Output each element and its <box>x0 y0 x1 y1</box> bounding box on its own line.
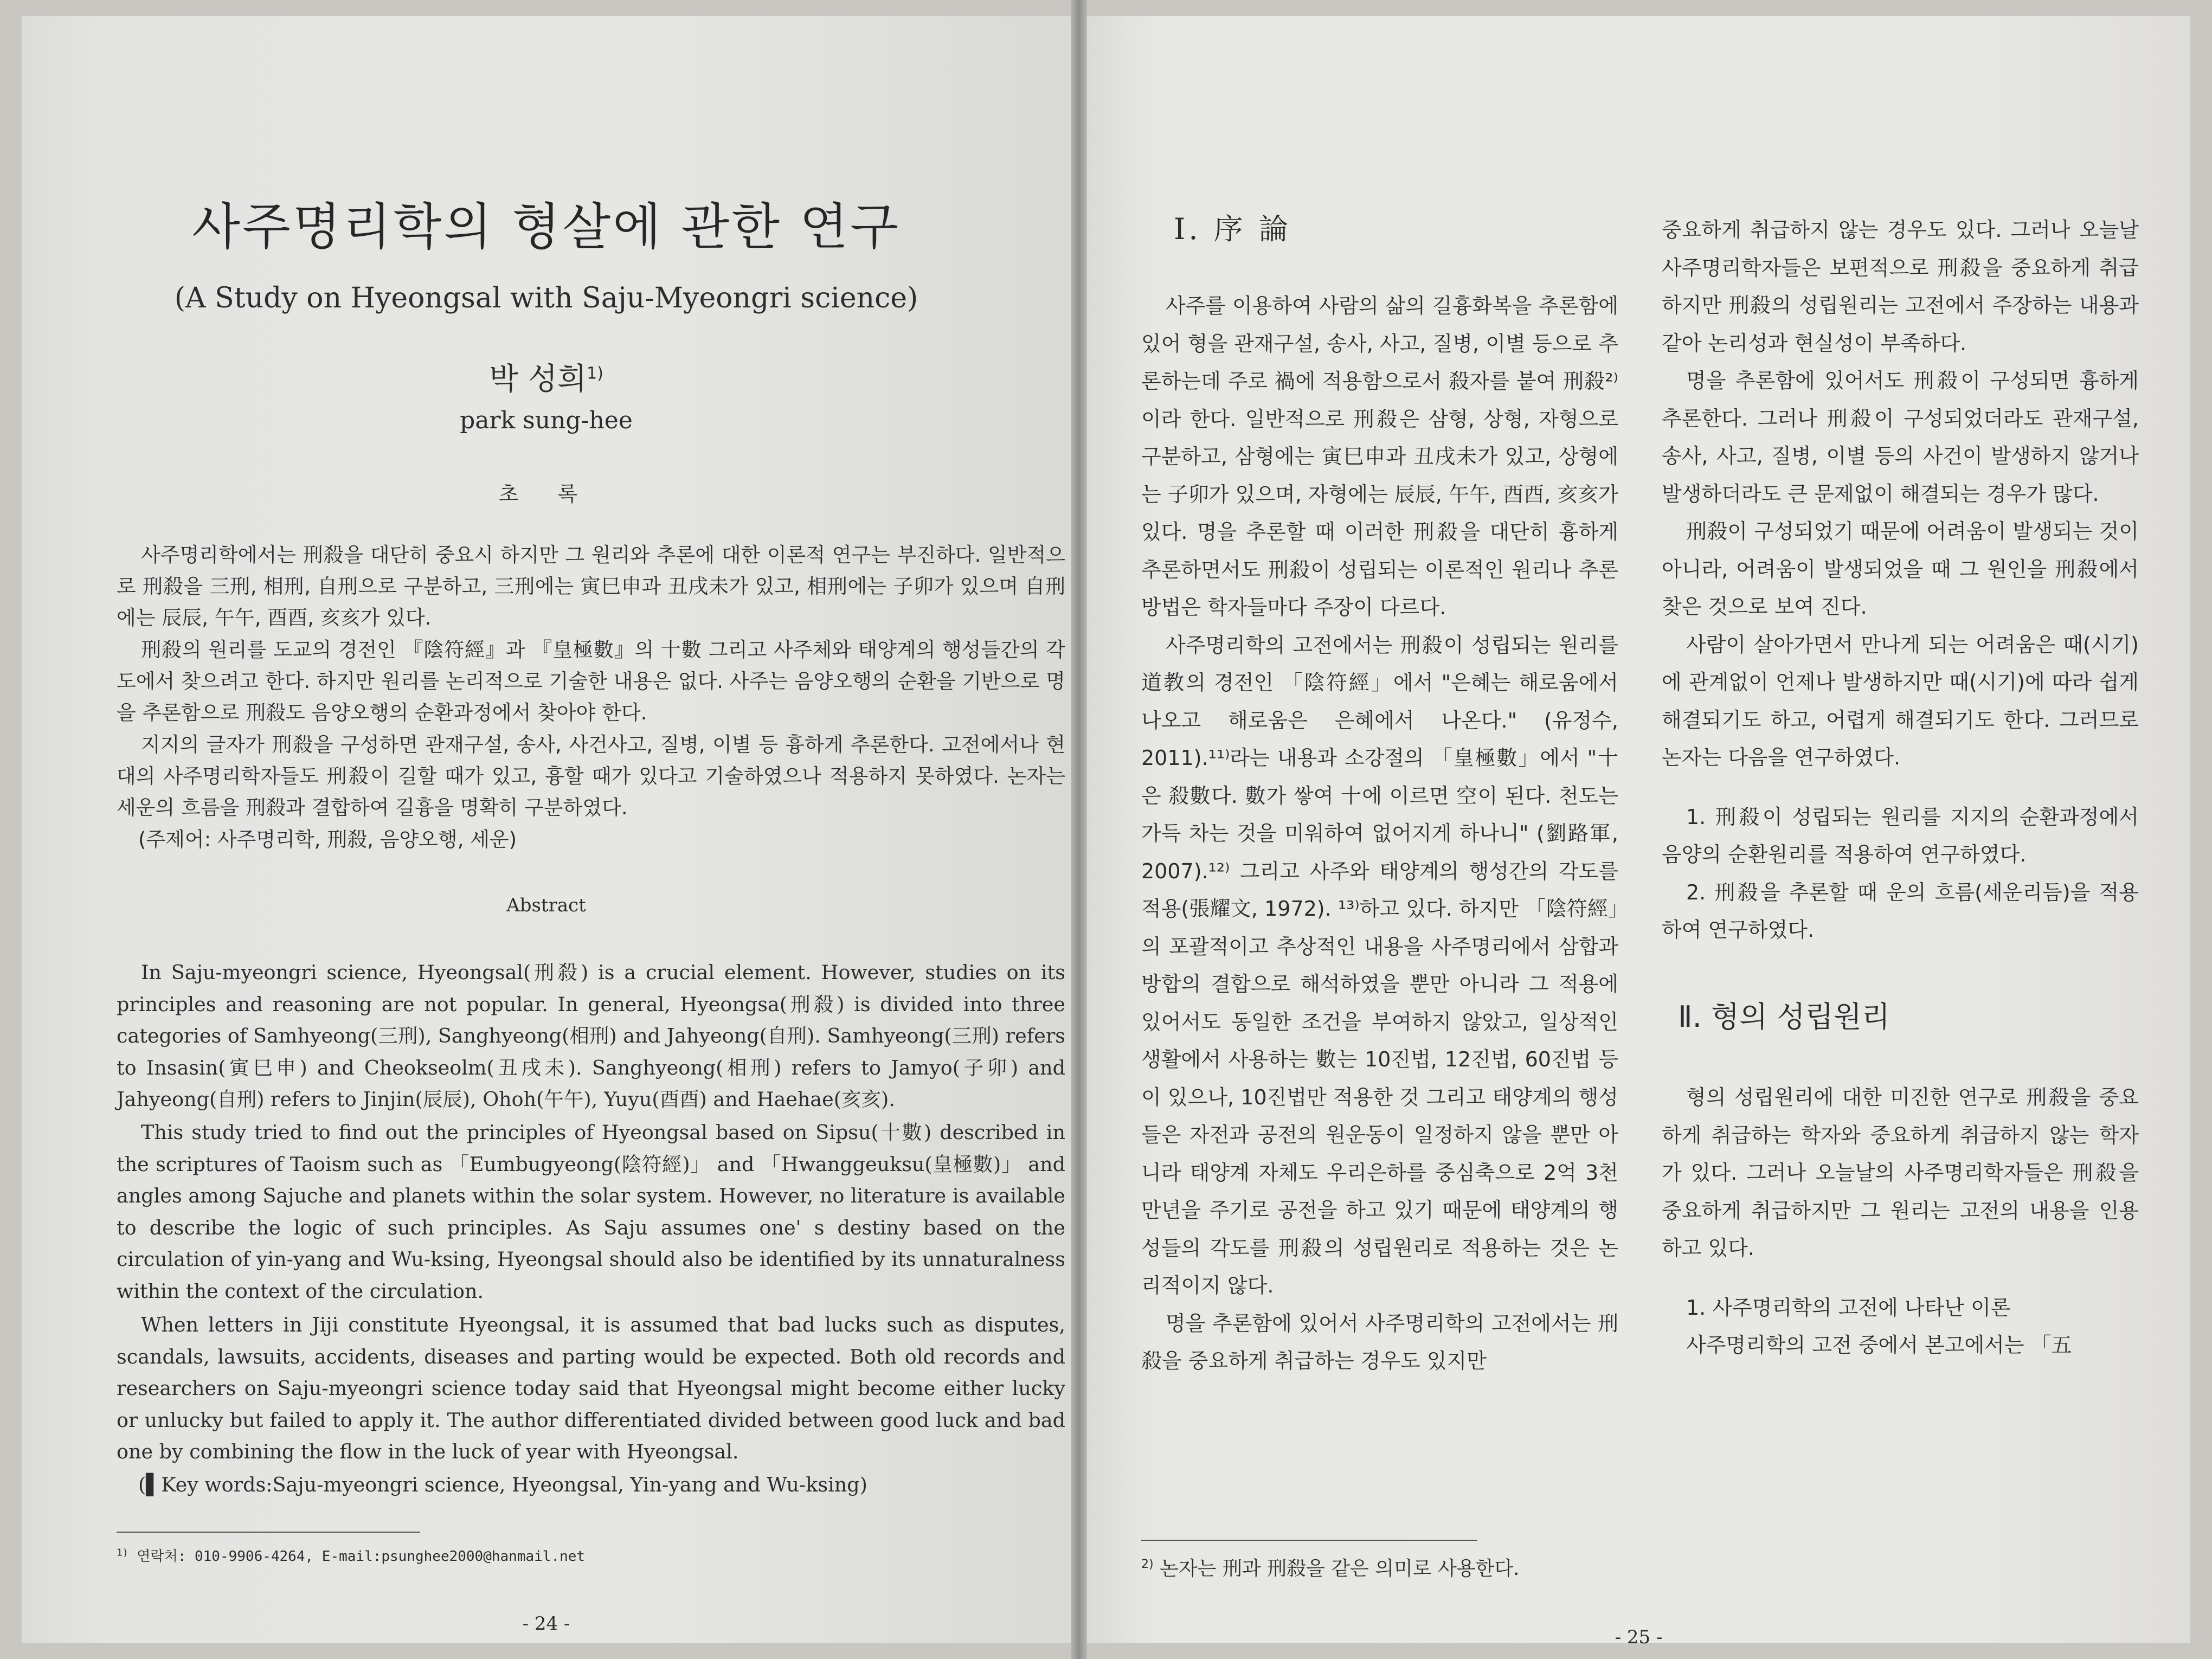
abstract-ko-heading: 초 록 <box>498 482 594 506</box>
abstract-en-paragraph-3: When letters in Jiji constitute Hyeongsal, it is assumed that bad lucks such as disputes, scandals, lawsuits, accidents, diseases and parting would be expected. Both old records and researchers on Saju-myeongri science today said that Hyeongsal might become either lucky or unlucky but failed to apply it. The author differentiated divided between good luck and bad one by combining the flow in the luck of year with Hyeongsal. <box>117 1313 1065 1463</box>
page-number-left: - 24 - <box>522 1613 570 1635</box>
author-name-ko <box>22 355 1071 398</box>
right-page-right-column <box>1662 211 2139 1365</box>
right-page-left-column <box>1141 287 1618 1380</box>
section-1-heading <box>1174 206 1291 248</box>
abstract-en-heading: Abstract <box>506 895 586 916</box>
footnote-1-text: 연락처: 010-9906-4264, E-mail:psunghee2000@hanmail.net <box>137 1548 586 1565</box>
research-item-2: 2. 刑殺을 추론할 때 운의 흐름(세운리듬)을 적용하여 연구하였다. <box>1662 880 2139 942</box>
author-name-ko-text: 박 성희 <box>489 362 587 397</box>
intro-paragraph-5: 명을 추론함에 있어서도 刑殺이 구성되면 흉하게 추론한다. 그러나 刑殺이 구성되었더라도 관재구설, 송사, 사고, 질병, 이별 등의 사건이 발생하지 않거나 발생하더라도 큰 문제없이 해결되는 경우가 많다. <box>1662 369 2139 506</box>
intro-paragraph-4: 중요하게 취급하지 않는 경우도 있다. 그러나 오늘날 사주명리학자들은 보편적으로 刑殺을 중요하게 취급하지만 刑殺의 성립원리는 고전에서 주장하는 내용과 같아 논리성과 현실성이 부족하다. <box>1662 218 2139 355</box>
subsection-1-heading: 1. 사주명리학의 고전에 나타난 이론 <box>1686 1295 2011 1320</box>
intro-paragraph-1: 사주를 이용하여 사람의 삶의 길흉화복을 추론함에 있어 형을 관재구설, 송사, 사고, 질병, 이별 등으로 추론하는데 주로 禍에 적용함으로서 殺자를 붙여 刑殺²⁾이라 한다. 일반적으로 刑殺은 삼형, 상형, 자형으로 구분하고, 삼형에는 寅巳申과 丑戌未가 있고, 상형에는 子卯가 있으며, 자형에는 辰辰, 午午, 酉酉, 亥亥가 있다. 명을 추론할 때 이러한 刑殺을 대단히 흉하게 추론하면서도 刑殺이 성립되는 이론적인 원리나 추론방법은 학자들마다 주장이 다르다. <box>1141 294 1618 619</box>
footnote-2 <box>1141 1553 1520 1581</box>
right-page <box>1087 16 2190 1648</box>
intro-paragraph-7: 사람이 살아가면서 만나게 되는 어려움은 때(시기)에 관계없이 언제나 발생하지만 때(시기)에 따라 쉽게 해결되기도 하고, 어렵게 해결되기도 한다. 그러므로 논자는 다음을 연구하였다. <box>1662 632 2139 769</box>
page-number-right: - 25 - <box>1615 1626 1663 1648</box>
section-2-paragraph-1: 형의 성립원리에 대한 미진한 연구로 刑殺을 중요하게 취급하는 학자와 중요하게 취급하지 않는 학자가 있다. 그러나 오늘날의 사주명리학자들은 刑殺을 중요하게 취급하지만 그 원리는 고전의 내용을 인용하고 있다. <box>1662 1085 2139 1260</box>
paper-title: 사주명리학의 형살에 관한 연구 <box>191 198 901 256</box>
intro-paragraph-2: 사주명리학의 고전에서는 刑殺이 성립되는 원리를 道教의 경전인 「陰符經」에서 "은혜는 해로움에서 나오고 해로움은 은혜에서 나온다." (유정수, 2011).¹¹⁾라는 내용과 소강절의 「皇極數」에서 "十은 殺數다. 數가 쌓여 十에 이르면 空이 된다. 천도는 가득 차는 것을 미워하여 없어지게 하나니" (劉路軍, 2007).¹²⁾ 그리고 사주와 태양계의 행성간의 각도를 적용(張耀文, 1972). ¹³⁾하고 있다. 하지만 「陰符經」의 포괄적이고 추상적인 내용을 사주명리에서 삼합과 방합의 결합으로 해석하였을 뿐만 아니라 그 적용에 있어서도 동일한 조건을 부여하지 않았고, 일상적인 생활에서 사용하는 數는 10진법, 12진법, 60진법 등이 있으나, 10진법만 적용한 것 그리고 태양계의 행성들은 자전과 공전의 원운동이 일정하지 않을 뿐만 아니라 태양계 자체도 우리은하를 중심축으로 2억 3천만년을 주기로 공전을 하고 있기 때문에 태양계의 행성들의 각도를 刑殺의 성립원리로 적용하는 것은 논리적이지 않다. <box>1141 633 1618 1297</box>
author-footnote-mark: 1) <box>587 364 603 383</box>
abstract-ko-paragraph-3: 지지의 글자가 刑殺을 구성하면 관재구설, 송사, 사건사고, 질병, 이별 등 흉하게 추론한다. 고전에서나 현대의 사주명리학자들도 刑殺이 길할 때가 있고, 흉할 때가 있다고 기술하였으나 적용하지 못하였다. 논자는 세운의 흐름을 刑殺과 결합하여 길흉을 명확히 구분하였다. <box>117 733 1065 819</box>
abstract-ko-keywords: (주제어: 사주명리학, 刑殺, 음양오행, 세운) <box>138 828 517 851</box>
footnote-1-mark: 1) <box>117 1547 128 1559</box>
footnote-rule-right <box>1141 1540 1477 1541</box>
footnote-1 <box>117 1545 585 1565</box>
intro-paragraph-6: 刑殺이 구성되었기 때문에 어려움이 발생되는 것이 아니라, 어려움이 발생되었을 때 그 원인을 刑殺에서 찾은 것으로 보여 진다. <box>1662 519 2139 619</box>
section-1-heading-text: Ⅰ. 序 論 <box>1174 212 1291 246</box>
paper-subtitle-en: (A Study on Hyeongsal with Saju-Myeongri science) <box>174 282 918 314</box>
research-item-1: 1. 刑殺이 성립되는 원리를 지지의 순환과정에서 음양의 순환원리를 적용하여 연구하였다. <box>1662 805 2139 866</box>
abstract-en-paragraph-1: In Saju-myeongri science, Hyeongsal(刑殺) is a crucial element. However, studies on its principles and reasoning are not popular. In general, Hyeongsa(刑殺) is divided into three categories of Samhyeong(三刑), Sanghyeong(相刑) and Jahyeong(自刑). Samhyeong(三刑) refers to Insasin(寅巳申) and Cheokseolm(丑戌未). Sanghyeong(相刑) refers to Jamyo(子卯) and Jahyeong(自刑) refers to Jinjin(辰辰), Ohoh(午午), Yuyu(酉酉) and Haehae(亥亥). <box>117 961 1065 1111</box>
footnote-2-text: 논자는 刑과 刑殺을 같은 의미로 사용한다. <box>1160 1558 1520 1580</box>
section-2-heading: Ⅱ. 형의 성립원리 <box>1678 999 1891 1034</box>
abstract-en-paragraph-2: This study tried to find out the principles of Hyeongsal based on Sipsu(十數) described in the scriptures of Taoism such as 「Eumbugyeong(陰符經)」 and 「Hwanggeuksu(皇極數)」 and angles among Sajuche and planets within the solar system. However, no literature is available to describe the logic of such principles. As Saju assumes one' s destiny based on the circulation of yin-yang and Wu-ksing, Hyeongsal should also be identified by its unnaturalness within the context of the circulation. <box>117 1121 1065 1303</box>
author-name-en: park sung-hee <box>460 407 633 434</box>
book-gutter <box>1071 0 1087 1659</box>
footnote-2-mark: 2) <box>1141 1558 1154 1571</box>
abstract-ko-paragraph-1: 사주명리학에서는 刑殺을 대단히 중요시 하지만 그 원리와 추론에 대한 이론적 연구는 부진하다. 일반적으로 刑殺을 三刑, 相刑, 自刑으로 구분하고, 三刑에는 寅巳申과 丑戌未가 있고, 相刑에는 子卯가 있으며 自刑에는 辰辰, 午午, 酉酉, 亥亥가 있다. <box>117 543 1065 629</box>
subsection-1-paragraph: 사주명리학의 고전 중에서 본고에서는 「五 <box>1686 1333 2072 1357</box>
footnote-rule <box>117 1532 420 1533</box>
left-page <box>22 16 1071 1643</box>
intro-paragraph-3: 명을 추론함에 있어서 사주명리학의 고전에서는 刑殺을 중요하게 취급하는 경우도 있지만 <box>1141 1311 1618 1373</box>
abstract-en-keywords: (▌Key words:Saju-myeongri science, Hyeongsal, Yin-yang and Wu-ksing) <box>138 1473 867 1496</box>
abstract-ko-paragraph-2: 刑殺의 원리를 도교의 경전인 『陰符經』과 『皇極數』의 十數 그리고 사주체와 태양계의 행성들간의 각도에서 찾으려고 한다. 하지만 원리를 논리적으로 기술한 내용은 없다. 사주는 음양오행의 순환을 기반으로 명을 추론함으로 刑殺도 음양오행의 순환과정에서 찾아야 한다. <box>117 638 1065 724</box>
